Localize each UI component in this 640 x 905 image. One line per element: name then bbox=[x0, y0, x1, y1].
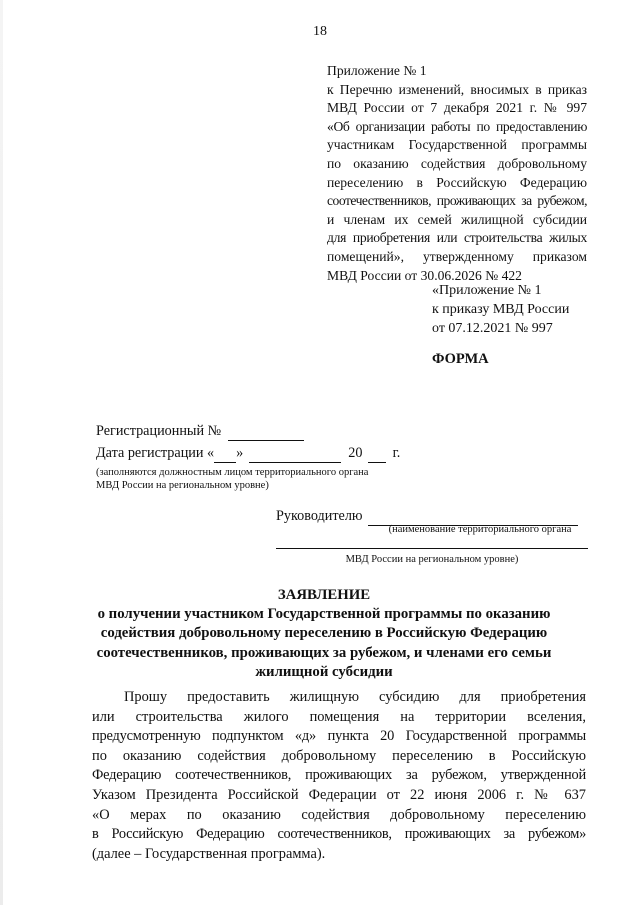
registration-year-prefix: 20 bbox=[348, 445, 363, 461]
amendment-line: для приобретения или строительства жилых bbox=[327, 230, 587, 246]
page-number: 18 bbox=[313, 24, 327, 39]
amendment-line: и членам их семей жилищной субсидии bbox=[327, 211, 587, 227]
registration-month-field[interactable] bbox=[249, 444, 341, 463]
addressee-label: Руководителю bbox=[276, 508, 363, 524]
amendment-block bbox=[327, 62, 587, 285]
amendment-line: к Перечню изменений, вносимых в приказ bbox=[327, 81, 587, 97]
appendix-line: к приказу МВД России bbox=[432, 301, 570, 317]
title-line: о получении участником Государственной программы по оказанию bbox=[97, 606, 551, 623]
body-line: в Российскую Федерацию соотечественников, проживающих за рубежом» bbox=[92, 826, 586, 843]
registration-note-line: МВД России на региональном уровне) bbox=[96, 480, 269, 491]
appendix-block bbox=[432, 282, 602, 338]
body-line: (далее – Государственная программа). bbox=[92, 845, 326, 862]
title-heading: ЗАЯВЛЕНИЕ bbox=[277, 587, 371, 603]
scan-edge bbox=[0, 0, 3, 905]
registration-year-suffix: г. bbox=[392, 445, 401, 461]
title-line: содействия добровольному переселению в Российскую Федерацию bbox=[100, 625, 548, 642]
appendix-line: «Приложение № 1 bbox=[432, 283, 542, 298]
amendment-line: соотечественников, проживающих за рубежом, bbox=[327, 193, 587, 209]
registration-note bbox=[96, 466, 436, 492]
body-line: Федерацию соотечественников, проживающих за рубежом, утвержденной bbox=[92, 767, 586, 784]
body-line: по оказанию содействия добровольному переселению в Российскую bbox=[92, 747, 586, 764]
registration-number-label: Регистрационный № bbox=[96, 423, 222, 439]
registration-year-field[interactable] bbox=[368, 444, 386, 463]
registration-number-field[interactable] bbox=[228, 422, 304, 441]
addressee-hint-1: (наименование территориального органа bbox=[388, 524, 572, 535]
amendment-line: по оказанию содействия добровольному bbox=[327, 155, 587, 171]
registration-note-line: (заполняются должностным лицом территориального органа bbox=[96, 467, 369, 478]
amendment-line: помещений», утвержденному приказом bbox=[327, 248, 587, 264]
amendment-line: переселению в Российскую Федерацию bbox=[327, 174, 587, 190]
body-line: Прошу предоставить жилищную субсидию для приобретения bbox=[124, 689, 586, 705]
registration-date-label: Дата регистрации « bbox=[96, 445, 215, 461]
registration-number-row bbox=[96, 422, 304, 441]
body-line: предусмотренную подпунктом «д» пункта 20 Государственной программы bbox=[92, 728, 586, 745]
amendment-line: «Об организации работы по предоставлению bbox=[327, 118, 587, 134]
title-line: жилищной субсидии bbox=[255, 663, 393, 680]
amendment-line: МВД России от 7 декабря 2021 г. № 997 bbox=[327, 100, 587, 116]
body-paragraph bbox=[92, 688, 586, 864]
registration-date-close: » bbox=[236, 445, 244, 461]
appendix-line: от 07.12.2021 № 997 bbox=[432, 320, 553, 336]
body-line: «О мерах по оказанию содействия добровольному переселению bbox=[92, 806, 586, 823]
document-title bbox=[84, 586, 564, 682]
amendment-line: участникам Государственной программы bbox=[327, 137, 587, 153]
amendment-line: МВД России от 30.06.2026 № 422 bbox=[327, 267, 522, 283]
amendment-line: Приложение № 1 bbox=[327, 63, 427, 78]
body-line: или строительства жилого помещения на территории вселения, bbox=[92, 708, 586, 725]
registration-date-row bbox=[96, 444, 400, 463]
title-line: соотечественников, проживающих за рубежом, и членами его семьи bbox=[96, 644, 552, 661]
addressee-hint-2: МВД России на региональном уровне) bbox=[345, 554, 519, 565]
registration-day-field[interactable] bbox=[214, 444, 236, 463]
form-label: ФОРМА bbox=[432, 351, 489, 367]
addressee-field-2[interactable] bbox=[276, 548, 588, 549]
body-line: Указом Президента Российской Федерации от 22 июня 2006 г. № 637 bbox=[92, 786, 586, 803]
